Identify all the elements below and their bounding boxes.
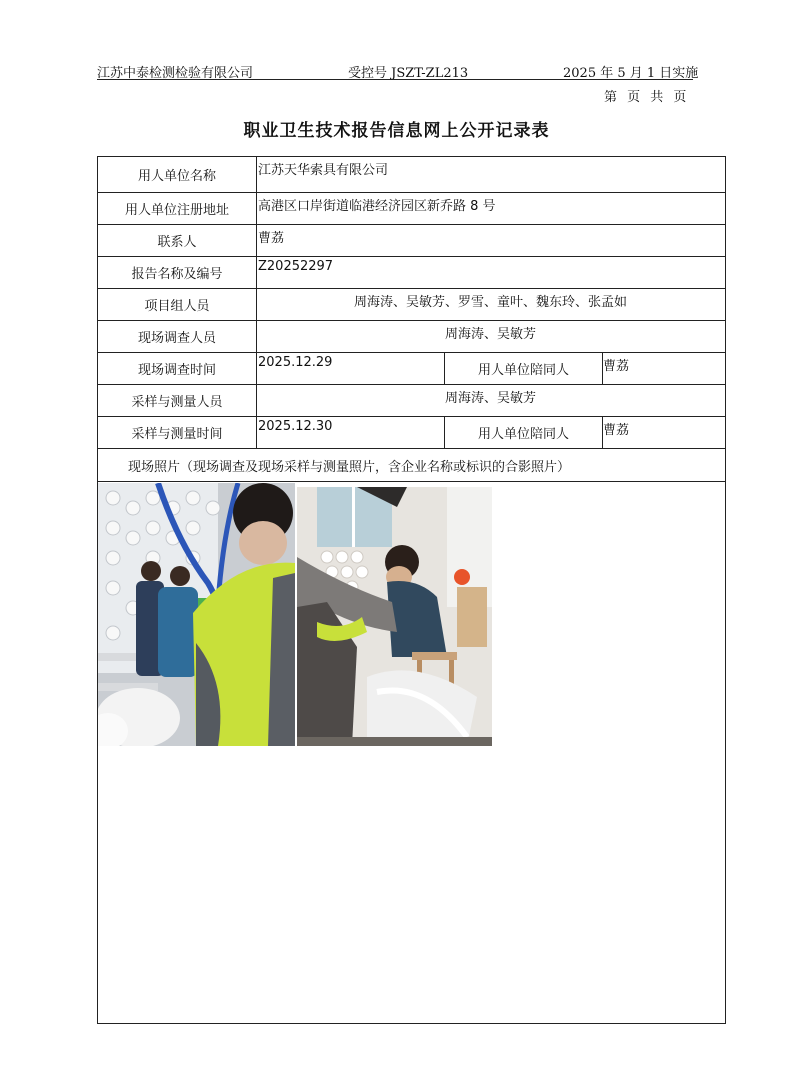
address-label: 用人单位注册地址: [98, 193, 257, 224]
photos-label: 现场照片（现场调查及现场采样与测量照片，含企业名称或标识的合影照片）: [128, 459, 571, 475]
row-report: [98, 257, 725, 289]
row-contact: [98, 225, 725, 257]
header-underline: [97, 79, 693, 80]
sampling-staff-value: 周海涛、吴敏芳: [444, 391, 536, 406]
contact-value: 曹荔: [258, 231, 285, 246]
sampling-time-value: 2025.12.30: [258, 419, 333, 434]
contact-label: 联系人: [98, 225, 257, 256]
row-survey-staff: [98, 321, 725, 353]
effective-date: 2025 年 5 月 1 日实施: [563, 66, 699, 81]
control-number: 受控号 JSZT-ZL213: [348, 66, 469, 81]
survey-companion-value: 曹荔: [603, 359, 630, 374]
company-name: 江苏中泰检测检验有限公司: [97, 66, 254, 81]
row-sampling-staff: [98, 385, 725, 417]
address-value: 高港区口岸街道临港经济园区新乔路 8 号: [258, 199, 496, 214]
row-team: [98, 289, 725, 321]
site-photo-2: [297, 487, 492, 746]
row-employer-name: [98, 157, 725, 193]
sampling-companion-value: 曹荔: [603, 423, 630, 438]
sampling-companion-label: 用人单位陪同人: [444, 417, 603, 448]
page-info: 第 页 共 页: [604, 90, 687, 105]
document-title: 职业卫生技术报告信息网上公开记录表: [243, 121, 550, 141]
survey-companion-label: 用人单位陪同人: [444, 353, 603, 384]
row-address: [98, 193, 725, 225]
row-survey-time: [98, 353, 725, 385]
survey-time-value: 2025.12.29: [258, 355, 333, 370]
site-photo-1: [98, 483, 295, 746]
employer-name-label: 用人单位名称: [98, 157, 257, 192]
team-members: 周海涛、吴敏芳、罗雪、童叶、魏东玲、张孟如: [353, 295, 627, 310]
row-sampling-time: [98, 417, 725, 449]
team-label: 项目组人员: [98, 289, 257, 320]
survey-staff-value: 周海涛、吴敏芳: [444, 327, 536, 342]
row-photos-heading: [98, 449, 725, 482]
survey-time-label: 现场调查时间: [98, 353, 257, 384]
employer-name-value: 江苏天华索具有限公司: [258, 163, 389, 178]
survey-staff-label: 现场调查人员: [98, 321, 257, 352]
report-number: Z20252297: [258, 259, 334, 274]
record-form: [97, 156, 726, 1024]
report-label: 报告名称及编号: [98, 257, 257, 288]
sampling-time-label: 采样与测量时间: [98, 417, 257, 448]
sampling-staff-label: 采样与测量人员: [98, 385, 257, 416]
